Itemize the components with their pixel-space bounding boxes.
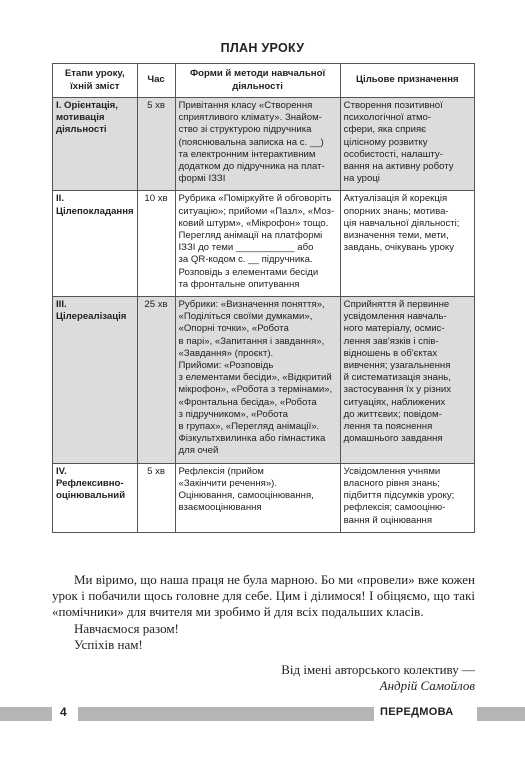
- forms-line: ство зі структурою підручника: [178, 124, 312, 136]
- purpose-line: Усвідомлення учнями: [343, 465, 441, 477]
- purpose-line: психологічної атмо-: [343, 112, 432, 124]
- purpose-line: сфери, яка сприяє: [343, 124, 427, 136]
- forms-line: Оцінювання, самооцінювання,: [178, 490, 314, 502]
- forms-line: «Поділіться своїми думками»,: [178, 311, 313, 323]
- purpose-line: рефлексія; самооціню-: [343, 502, 446, 514]
- paragraph-main: Ми віримо, що наша праця не була марною. Бо ми «провели» вже кожен урок і побачили щось головне для себе. Цим і ділимося! І обіцяємо, що такі «помічники» для вчителя ми зробимо й для всіх подальших класів.: [52, 572, 475, 620]
- forms-line: Рубрика «Поміркуйте й обговоріть: [178, 193, 332, 205]
- purpose-line: застосування їх у різних: [343, 384, 452, 396]
- purpose-line: вання на активну роботу: [343, 161, 454, 173]
- forms-line: сприятливого клімату». Знайом-: [178, 112, 322, 124]
- forms-line: та електронним інтерактивним: [178, 148, 316, 160]
- forms-cell: [175, 98, 340, 191]
- time-cell: 25 хв: [137, 297, 175, 464]
- purpose-line: вання й оцінювання: [343, 514, 433, 526]
- forms-line: (пояснювальна записка на с. __): [178, 136, 324, 148]
- forms-line: «Фронтальна бесіда», «Робота: [178, 396, 317, 408]
- purpose-line: лення та пояснення: [343, 421, 433, 433]
- purpose-line: власного рівня знань;: [343, 477, 440, 489]
- table-row: [53, 463, 475, 532]
- forms-line: в групах», «Перегляд анімації».: [178, 421, 320, 433]
- forms-line: Фізкультхвилинка або гімнастика: [178, 433, 326, 445]
- forms-line: Перегляд анімації на платформі: [178, 230, 323, 242]
- paragraph-learn-together: Навчаємося разом!: [74, 620, 179, 636]
- table-row: [53, 191, 475, 297]
- time-cell: 5 хв: [137, 463, 175, 532]
- purpose-line: особистості, налашту-: [343, 148, 443, 160]
- forms-line: ковий штурм», «Мікрофон» тощо.: [178, 217, 329, 229]
- purpose-line: відношень в об'єктах: [343, 347, 438, 359]
- forms-line: «Опорні точки», «Робота: [178, 323, 289, 335]
- purpose-line: ситуаціях, наближених: [343, 396, 446, 408]
- stage-cell: IV. Рефлексивно-оцінювальний: [53, 463, 138, 532]
- column-header-forms: Форми й методи навчальної діяльності: [175, 64, 340, 98]
- forms-line: з підручником», «Робота: [178, 408, 288, 420]
- forms-cell: [175, 463, 340, 532]
- forms-line: за QR-кодом с. __ підручника.: [178, 254, 313, 266]
- preface-text: [52, 572, 475, 653]
- forms-line: Рубрики: «Визначення поняття»,: [178, 299, 325, 311]
- page-number: 4: [60, 705, 67, 719]
- forms-cell: [175, 297, 340, 464]
- forms-line: формі ІЗЗІ: [178, 173, 226, 185]
- purpose-line: підбиття підсумків уроку;: [343, 490, 455, 502]
- stage-cell: I. Орієнтація, мотивація діяльності: [53, 98, 138, 191]
- forms-line: в парі», «Запитання і завдання»,: [178, 335, 325, 347]
- paragraph-good-luck: Успіхів нам!: [74, 636, 143, 652]
- forms-line: для очей: [178, 445, 219, 457]
- stage-cell: II. Цілепокладання: [53, 191, 138, 297]
- purpose-line: завдань, очікувань уроку: [343, 242, 455, 254]
- forms-line: ситуацію»; прийоми «Пазл», «Моз-: [178, 205, 335, 217]
- signature-author: Андрій Самойлов: [379, 678, 475, 694]
- purpose-line: визначення теми, мети,: [343, 230, 449, 242]
- footer-bar-middle: [78, 707, 374, 721]
- purpose-line: опорних знань; мотива-: [343, 205, 449, 217]
- forms-cell: [175, 191, 340, 297]
- forms-line: Прийоми: «Розповідь: [178, 360, 274, 372]
- purpose-cell: [340, 297, 474, 464]
- page-title: ПЛАН УРОКУ: [220, 41, 305, 55]
- purpose-line: Сприйняття й первинне: [343, 299, 450, 311]
- column-header-time: Час: [137, 64, 175, 98]
- purpose-line: ного матеріалу, осмис-: [343, 323, 445, 335]
- forms-line: з елементами бесіди», «Відкритий: [178, 372, 332, 384]
- purpose-line: лення зав'язків і спів-: [343, 335, 439, 347]
- forms-line: «Закінчити речення»).: [178, 477, 278, 489]
- forms-line: взаємооцінювання: [178, 502, 262, 514]
- purpose-line: вивчення; узагальнення: [343, 360, 451, 372]
- table-row: [53, 98, 475, 191]
- forms-line: Розповідь з елементами бесіди: [178, 266, 319, 278]
- purpose-line: ція навчальної діяльності;: [343, 217, 460, 229]
- forms-line: Рефлексія (прийом: [178, 465, 264, 477]
- signature-line: Від імені авторського колективу —: [281, 662, 475, 677]
- purpose-line: домашнього завдання: [343, 433, 443, 445]
- purpose-line: до життєвих; повідом-: [343, 408, 442, 420]
- purpose-cell: [340, 98, 474, 191]
- table-body: [53, 98, 475, 533]
- forms-line: додатком до підручника на плат-: [178, 161, 325, 173]
- purpose-line: Створення позитивної: [343, 100, 443, 111]
- forms-line: «Завдання» (проєкт).: [178, 347, 274, 359]
- column-header-purpose: Цільове призначення: [340, 64, 474, 98]
- purpose-line: цілісному розвитку: [343, 136, 428, 148]
- purpose-line: й систематизація знань,: [343, 372, 451, 384]
- stage-cell: III. Цілереалізація: [53, 297, 138, 464]
- time-cell: 10 хв: [137, 191, 175, 297]
- purpose-cell: [340, 191, 474, 297]
- table-header-row: [53, 64, 475, 98]
- purpose-line: на уроці: [343, 173, 380, 185]
- signature-block: [281, 662, 475, 694]
- forms-line: Привітання класу «Створення: [178, 100, 313, 111]
- purpose-line: Актуалізація й корекція: [343, 193, 448, 205]
- forms-line: мікрофон», «Робота з термінами»,: [178, 384, 333, 396]
- forms-line: ІЗЗІ до теми ___________ або: [178, 242, 314, 254]
- purpose-cell: [340, 463, 474, 532]
- forms-line: та фронтальне опитування: [178, 278, 300, 290]
- footer-bar-left: [0, 707, 52, 721]
- column-header-stages: Етапи уроку, їхній зміст: [53, 64, 138, 98]
- section-name: ПЕРЕДМОВА: [380, 706, 454, 718]
- lesson-plan-table: [52, 63, 475, 533]
- table-row: [53, 297, 475, 464]
- purpose-line: усвідомлення навчаль-: [343, 311, 447, 323]
- time-cell: 5 хв: [137, 98, 175, 191]
- footer-bar-right: [477, 707, 525, 721]
